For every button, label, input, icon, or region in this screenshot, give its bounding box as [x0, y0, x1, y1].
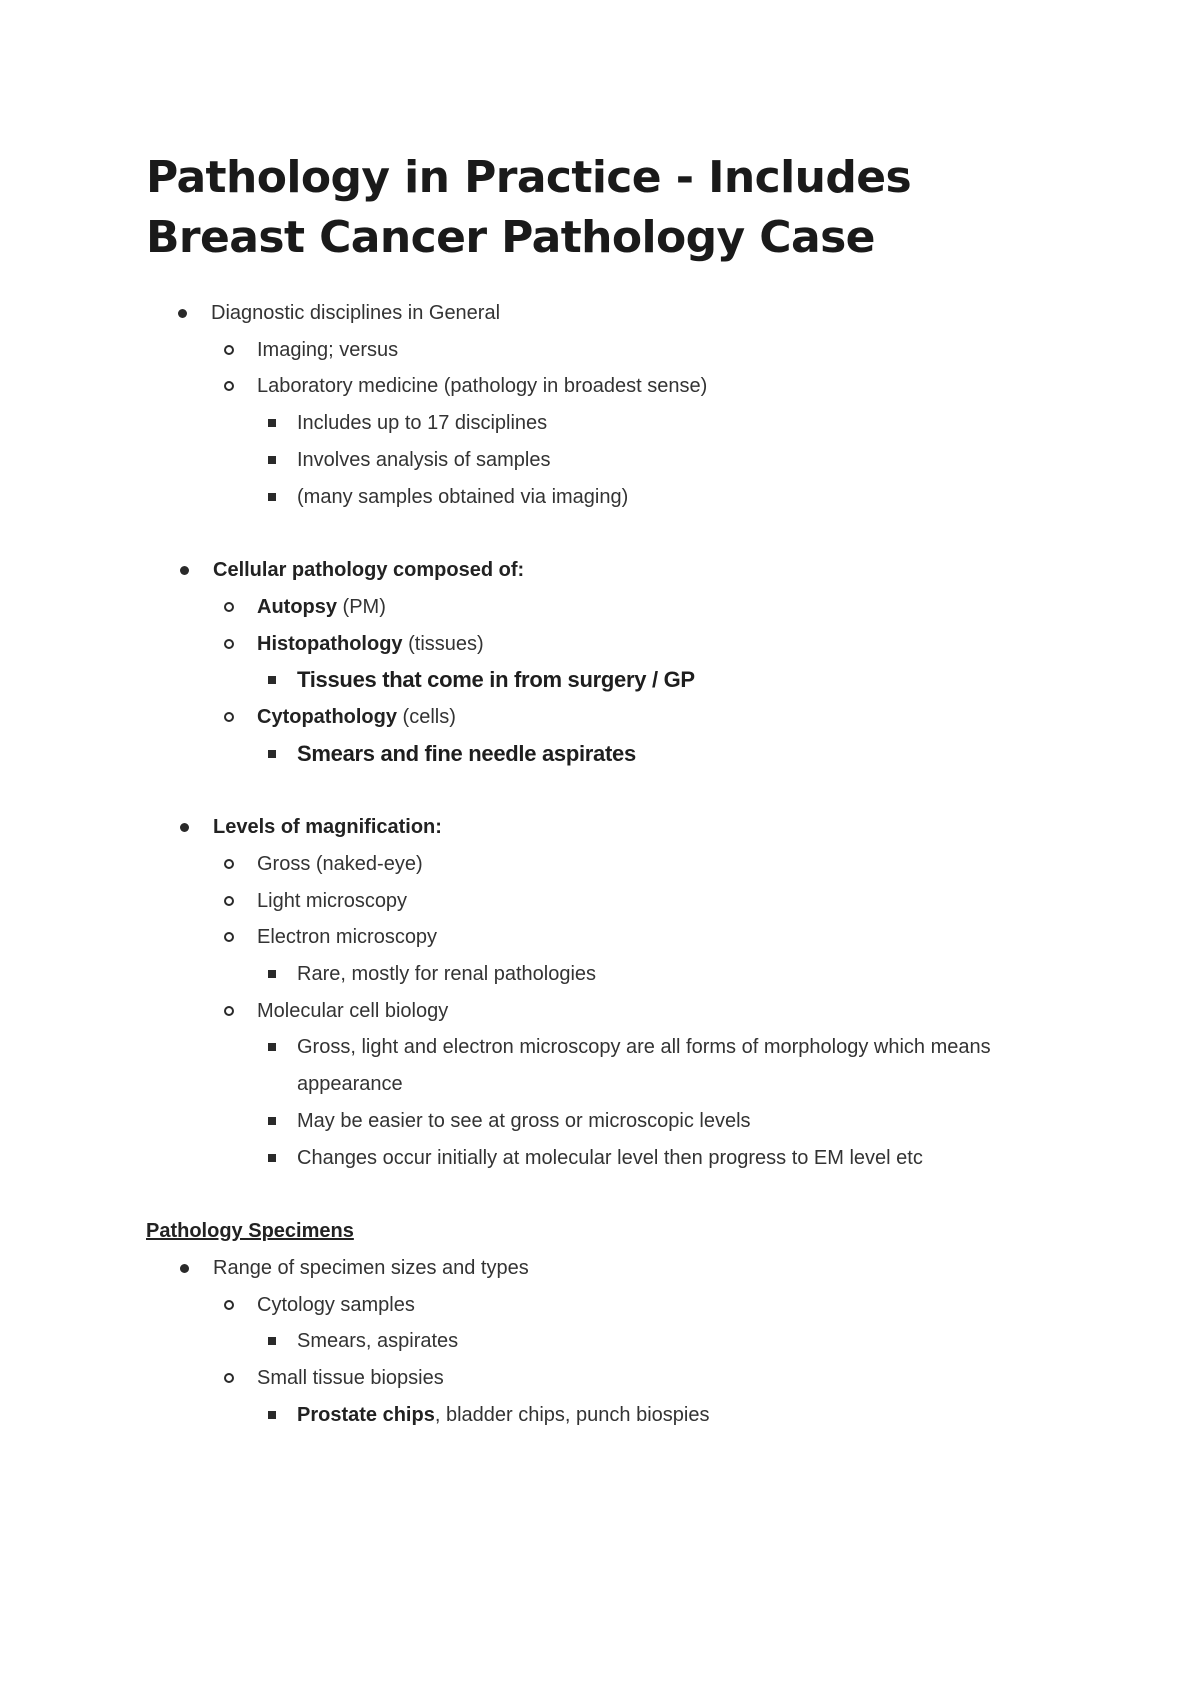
bullet-square-icon: [268, 1411, 276, 1419]
list-item-autopsy: Autopsy (PM): [257, 594, 386, 620]
bullet-circle-icon: [224, 1300, 234, 1310]
bullet-circle-icon: [224, 1006, 234, 1016]
bullet-disc-icon: [180, 566, 189, 575]
list-item-cellular-pathology: Cellular pathology composed of:: [213, 557, 524, 583]
list-item: Prostate chips, bladder chips, punch biospies: [297, 1402, 709, 1428]
bullet-square-icon: [268, 1337, 276, 1345]
page-title: [146, 148, 1086, 268]
list-item-electron-microscopy: Electron microscopy: [257, 924, 437, 950]
list-item-molecular-biology: Molecular cell biology: [257, 998, 448, 1024]
list-item: Changes occur initially at molecular level then progress to EM level etc: [297, 1145, 923, 1171]
list-item-specimen-range: Range of specimen sizes and types: [213, 1255, 529, 1281]
list-item-histo-sub: Tissues that come in from surgery / GP: [297, 667, 695, 693]
bullet-circle-icon: [224, 381, 234, 391]
list-item-cyto-sub: Smears and fine needle aspirates: [297, 741, 636, 767]
bullet-square-icon: [268, 456, 276, 464]
list-item: Involves analysis of samples: [297, 447, 550, 473]
bullet-square-icon: [268, 1154, 276, 1162]
list-item-cytopathology: Cytopathology (cells): [257, 704, 456, 730]
list-item-magnification: Levels of magnification:: [213, 814, 442, 840]
list-item-small-biopsies: Small tissue biopsies: [257, 1365, 444, 1391]
bullet-disc-icon: [180, 823, 189, 832]
list-item: (many samples obtained via imaging): [297, 484, 628, 510]
list-item-light-microscopy: Light microscopy: [257, 888, 407, 914]
bullet-square-icon: [268, 1043, 276, 1051]
list-item-histopathology: Histopathology (tissues): [257, 631, 484, 657]
bullet-square-icon: [268, 1117, 276, 1125]
bullet-square-icon: [268, 493, 276, 501]
bullet-square-icon: [268, 419, 276, 427]
bullet-square-icon: [268, 970, 276, 978]
bullet-circle-icon: [224, 932, 234, 942]
list-item-lab-medicine: Laboratory medicine (pathology in broadest sense): [257, 373, 707, 399]
bullet-circle-icon: [224, 345, 234, 355]
bullet-circle-icon: [224, 896, 234, 906]
list-item: Includes up to 17 disciplines: [297, 410, 547, 436]
title-line-1: Pathology in Practice - Includes: [146, 152, 912, 203]
bullet-square-icon: [268, 750, 276, 758]
list-item: May be easier to see at gross or microscopic levels: [297, 1108, 751, 1134]
list-item-cytology-samples: Cytology samples: [257, 1292, 415, 1318]
section-heading-specimens: Pathology Specimens: [146, 1220, 354, 1242]
bullet-circle-icon: [224, 859, 234, 869]
bullet-disc-icon: [180, 1264, 189, 1273]
list-item-gross: Gross (naked-eye): [257, 851, 423, 877]
list-item: Gross, light and electron microscopy are all forms of morphology which means appearance: [297, 1029, 1077, 1103]
bullet-circle-icon: [224, 1373, 234, 1383]
bullet-circle-icon: [224, 639, 234, 649]
title-line-2: Breast Cancer Pathology Case: [146, 212, 875, 263]
list-item: Smears, aspirates: [297, 1328, 458, 1354]
list-item-imaging: Imaging; versus: [257, 337, 398, 363]
bullet-circle-icon: [224, 712, 234, 722]
bullet-square-icon: [268, 676, 276, 684]
list-item: Rare, mostly for renal pathologies: [297, 961, 596, 987]
bullet-circle-icon: [224, 602, 234, 612]
list-item-diagnostic: Diagnostic disciplines in General: [211, 300, 500, 326]
bullet-disc-icon: [178, 309, 187, 318]
